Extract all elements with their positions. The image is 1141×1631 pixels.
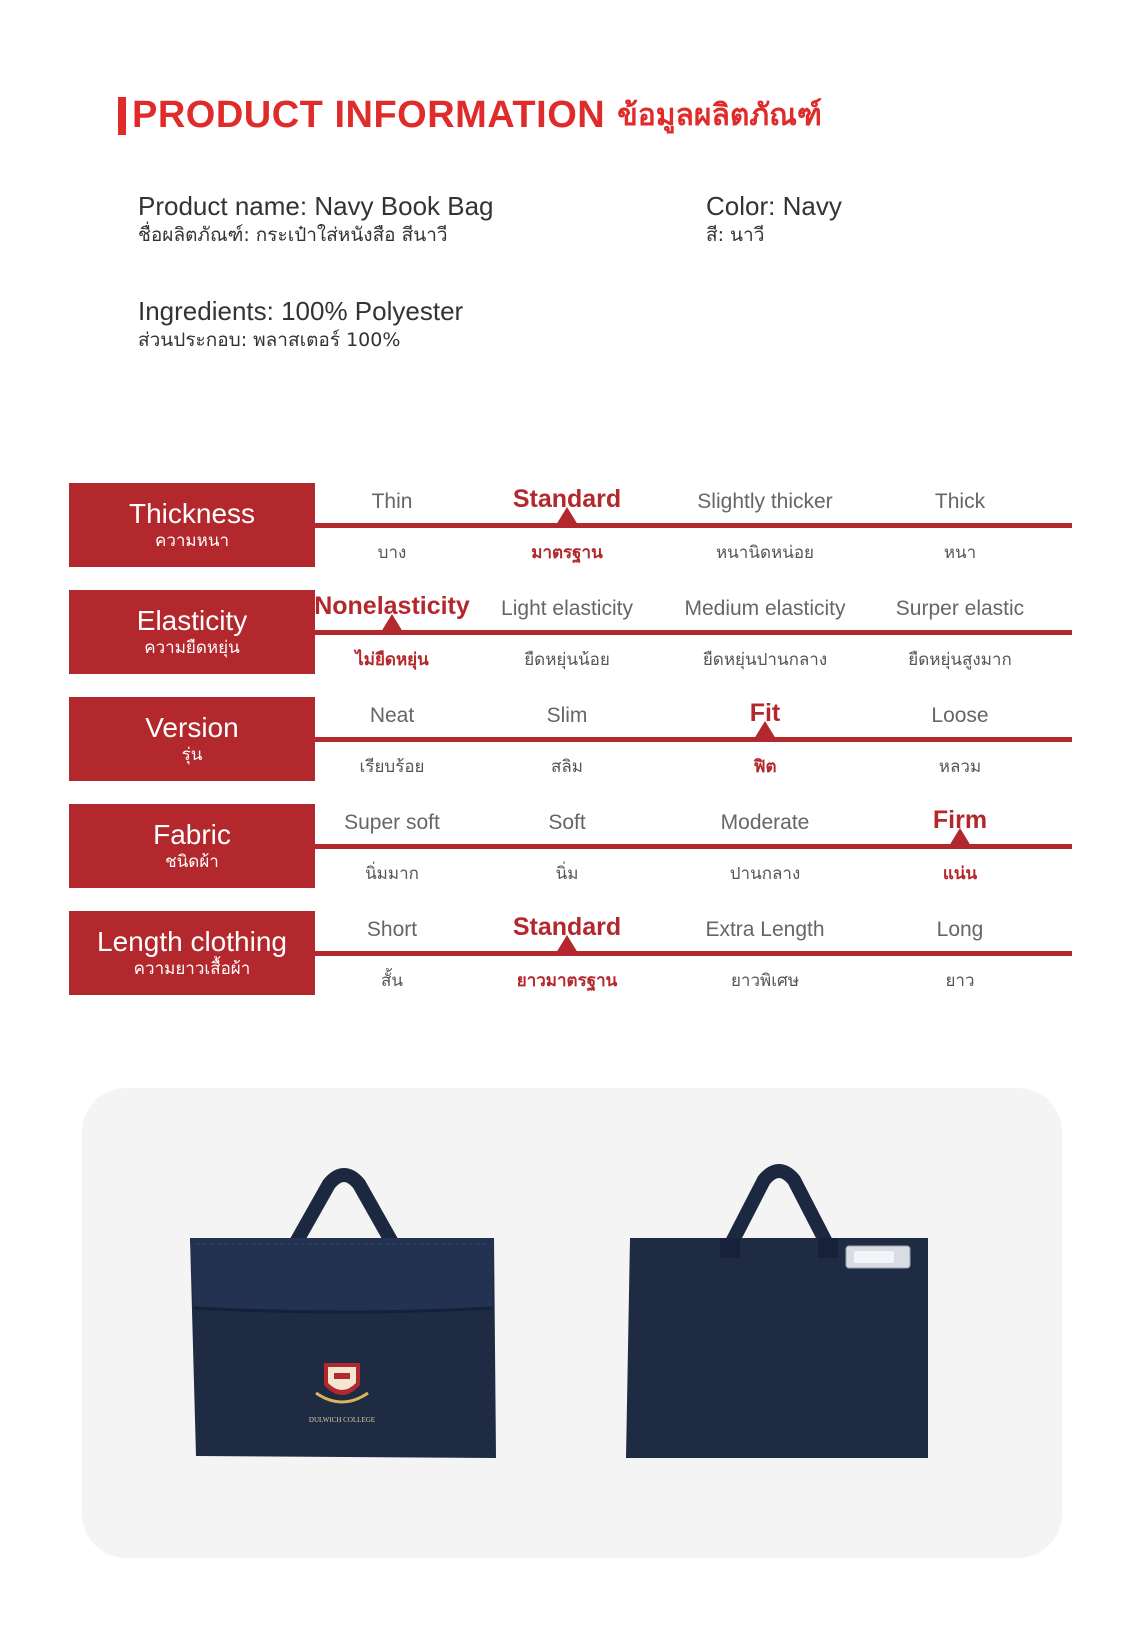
scale-option-en: Thick xyxy=(934,490,986,513)
attribute-label-en: Version xyxy=(145,712,239,743)
scale-option-th: ยาว xyxy=(945,971,975,991)
attribute-label xyxy=(69,911,315,995)
scale-option-th: นิ่ม xyxy=(555,864,579,884)
scale-option-th: ยืดหยุ่นน้อย xyxy=(524,650,610,670)
scale-option-th: นิ่มมาก xyxy=(365,864,419,884)
attribute-label-en: Thickness xyxy=(128,498,256,529)
scale-option-th: หนานิดหน่อย xyxy=(715,543,815,563)
ingredients-block xyxy=(138,295,463,353)
scale-option-en: Standard xyxy=(512,485,622,513)
scale-option-en: Loose xyxy=(931,704,989,727)
attribute-label-th: ชนิดผ้า xyxy=(165,852,219,872)
selected-marker-icon xyxy=(949,828,971,846)
product-ingredients: Ingredients: 100% Polyester xyxy=(138,296,464,326)
scale-option-th: แน่น xyxy=(942,864,978,884)
scale-line xyxy=(315,630,1072,635)
bag-front-photo xyxy=(184,1158,504,1468)
product-color-thai: สี: นาวี xyxy=(706,224,765,246)
scale-option-en: Slightly thicker xyxy=(697,490,833,513)
product-color: Color: Navy xyxy=(706,191,842,221)
scale-option-th: สั้น xyxy=(381,971,403,991)
attribute-row xyxy=(69,804,1072,888)
product-name-block xyxy=(138,190,494,248)
header-accent-bar xyxy=(118,97,126,135)
scale-option-th: ยืดหยุ่นสูงมาก xyxy=(908,650,1012,670)
scale-option-en: Thin xyxy=(371,490,413,513)
attribute-row xyxy=(69,697,1072,781)
page-title-thai: ข้อมูลผลิตภัณฑ์ xyxy=(617,98,822,133)
scale-option-en: Standard xyxy=(512,913,622,941)
scale-option-en: Medium elasticity xyxy=(684,597,846,620)
scale-option-en: Firm xyxy=(932,806,988,834)
scale-option-en: Surper elastic xyxy=(895,597,1025,620)
scale-option-th: ยาวพิเศษ xyxy=(730,971,800,991)
scale-option-en: Long xyxy=(936,918,984,941)
color-block xyxy=(706,190,842,248)
attribute-label-en: Length clothing xyxy=(97,926,287,957)
attribute-label xyxy=(69,804,315,888)
product-name: Product name: Navy Book Bag xyxy=(138,191,494,221)
attribute-label-th: รุ่น xyxy=(181,745,203,765)
scale-option-en: Light elasticity xyxy=(501,597,633,620)
attribute-label-th: ความหนา xyxy=(154,531,230,551)
product-photo-panel xyxy=(82,1088,1062,1558)
bag-back-photo xyxy=(622,1150,942,1460)
scale-line xyxy=(315,737,1072,742)
attribute-row xyxy=(69,590,1072,674)
bag-logo-text: DULWICH COLLEGE xyxy=(308,1416,376,1424)
page-header xyxy=(118,92,822,139)
scale-option-th: สลิม xyxy=(551,757,583,777)
attribute-label-en: Fabric xyxy=(153,819,231,850)
scale-option-en: Nonelasticity xyxy=(314,592,470,620)
attribute-row xyxy=(69,483,1072,567)
scale-option-th: เรียบร้อย xyxy=(359,757,425,777)
attribute-label-th: ความยืดหยุ่น xyxy=(144,638,240,658)
scale-line xyxy=(315,523,1072,528)
scale-option-en: Slim xyxy=(546,704,588,727)
scale-option-th: หลวม xyxy=(938,757,982,777)
scale-option-en: Fit xyxy=(749,699,781,727)
scale-option-en: Super soft xyxy=(344,811,440,834)
scale-option-en: Short xyxy=(366,918,418,941)
scale-option-en: Soft xyxy=(548,811,586,834)
product-ingredients-thai: ส่วนประกอบ: พลาสเตอร์ 100% xyxy=(138,329,401,351)
scale-option-en: Extra Length xyxy=(705,918,825,941)
product-name-thai: ชื่อผลิตภัณฑ์: กระเป๋าใส่หนังสือ สีนาวี xyxy=(138,224,448,246)
scale-option-th: ฟิต xyxy=(753,757,777,777)
scale-option-th: ไม่ยืดหยุ่น xyxy=(355,650,429,670)
attribute-label xyxy=(69,483,315,567)
scale-option-th: หนา xyxy=(943,543,977,563)
selected-marker-icon xyxy=(556,507,578,525)
scale-option-en: Neat xyxy=(369,704,415,727)
page-title: PRODUCT INFORMATION xyxy=(132,94,606,136)
attribute-label-en: Elasticity xyxy=(136,605,248,636)
scale-option-th: ยืดหยุ่นปานกลาง xyxy=(702,650,828,670)
scale-option-th: ยาวมาตรฐาน xyxy=(516,971,618,991)
scale-option-th: มาตรฐาน xyxy=(531,543,603,563)
attribute-row xyxy=(69,911,1072,995)
scale-line xyxy=(315,951,1072,956)
attribute-label xyxy=(69,697,315,781)
attribute-label xyxy=(69,590,315,674)
attribute-label-th: ความยาวเสื้อผ้า xyxy=(133,959,251,979)
selected-marker-icon xyxy=(381,614,403,632)
scale-option-th: บาง xyxy=(377,543,407,563)
scale-option-en: Moderate xyxy=(720,811,810,834)
scale-option-th: ปานกลาง xyxy=(729,864,801,884)
selected-marker-icon xyxy=(754,721,776,739)
selected-marker-icon xyxy=(556,935,578,953)
